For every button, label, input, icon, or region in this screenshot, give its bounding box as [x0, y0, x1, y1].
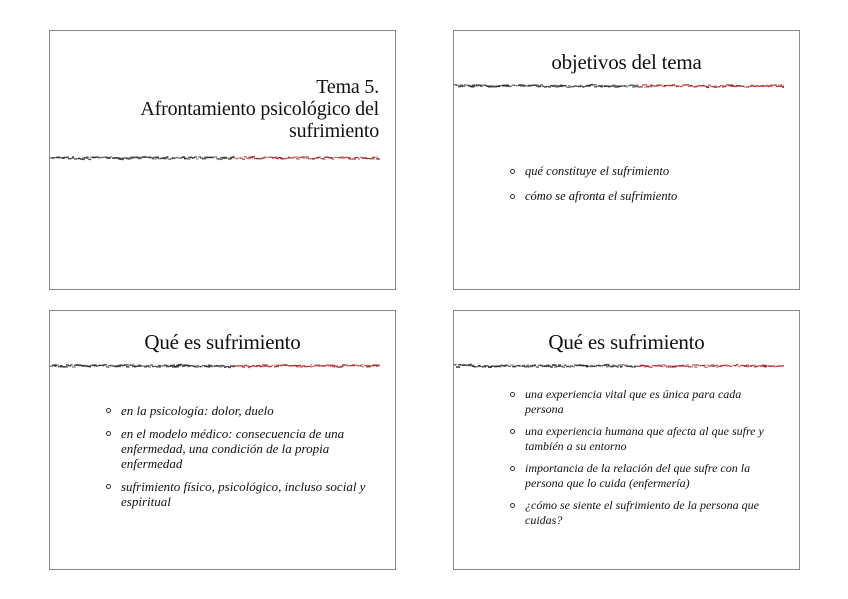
slide-title: objetivos del tema	[551, 50, 702, 74]
title-line: Afrontamiento psicológico del	[140, 98, 379, 120]
bullet-icon	[106, 484, 111, 489]
bullet-icon	[106, 408, 111, 413]
list-item	[509, 189, 789, 204]
list-item	[105, 426, 375, 471]
bullet-icon	[510, 169, 515, 174]
bullet-list	[509, 164, 789, 214]
list-item	[509, 387, 769, 417]
slide-1	[49, 30, 396, 290]
list-item	[509, 461, 769, 491]
bullet-text: importancia de la relación del que sufre con la persona que lo cuida (enfermería)	[525, 461, 751, 490]
slide-2	[453, 30, 800, 290]
brush-divider	[50, 155, 380, 161]
title-line: sufrimiento	[288, 120, 379, 142]
bullet-text: en el modelo médico: consecuencia de una enfermedad, una condición de la propia enfermedad	[121, 426, 345, 471]
bullet-list	[105, 403, 375, 517]
title-line: Tema 5.	[316, 76, 379, 98]
bullet-icon	[510, 466, 515, 471]
bullet-text: en la psicología: dolor, duelo	[121, 403, 274, 418]
list-item	[509, 498, 769, 528]
brush-divider	[454, 83, 784, 89]
bullet-icon	[510, 194, 515, 199]
bullet-icon	[510, 392, 515, 397]
list-item	[509, 164, 789, 179]
slide-3	[49, 310, 396, 570]
list-item	[105, 403, 375, 418]
bullet-list	[509, 387, 769, 535]
bullet-text: una experiencia vital que es única para cada persona	[525, 387, 742, 416]
slide-4	[453, 310, 800, 570]
bullet-text: qué constituye el sufrimiento	[525, 164, 670, 178]
slide-title: Qué es sufrimiento	[548, 330, 705, 354]
bullet-icon	[106, 431, 111, 436]
bullet-text: sufrimiento físico, psicológico, incluso social y espiritual	[121, 479, 366, 509]
bullet-text: una experiencia humana que afecta al que sufre y también a su entorno	[525, 424, 764, 453]
brush-divider	[50, 363, 380, 369]
bullet-text: ¿cómo se siente el sufrimiento de la persona que cuidas?	[525, 498, 759, 527]
brush-divider	[454, 363, 784, 369]
bullet-icon	[510, 503, 515, 508]
bullet-text: cómo se afronta el sufrimiento	[525, 189, 678, 203]
slide-title	[140, 76, 379, 142]
bullet-icon	[510, 429, 515, 434]
list-item	[509, 424, 769, 454]
list-item	[105, 479, 375, 509]
slide-title: Qué es sufrimiento	[144, 330, 301, 354]
